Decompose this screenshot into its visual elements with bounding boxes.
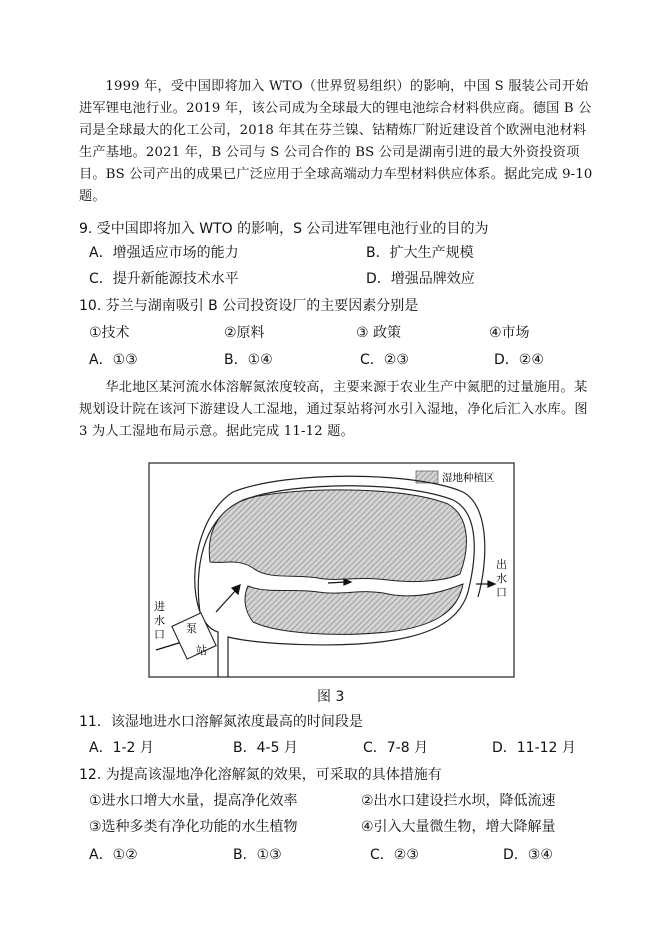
q10-item-4: ④市场 — [489, 325, 530, 341]
q12-item-1: ①进水口增大水量，提高净化效率 — [89, 793, 298, 809]
outlet-label-3: 口 — [496, 586, 507, 599]
passage-2-text: 华北地区某河流水体溶解氮浓度较高，主要来源于农业生产中氮肥的过量施用。某规划设计院在该河下游建设人工湿地，通过泵站将河水引入湿地，净化后汇入水库。图 3 为人工湿地布局示意。据此完成 11-12 题。 — [79, 380, 588, 439]
legend-label: 湿地种植区 — [442, 472, 495, 484]
pump-label-1: 泵 — [186, 622, 197, 635]
q10-option-d: D．②④ — [494, 352, 544, 368]
q10-item-2: ②原料 — [224, 325, 265, 341]
q12-option-b: B．①③ — [233, 847, 282, 863]
passage-1-text: 1999 年，受中国即将加入 WTO（世界贸易组织）的影响，中国 S 服装公司开始进军锂电池行业。2019 年，该公司成为全球最大的锂电池综合材料供应商。德国 B 公司是全球最大的化工公司，2018 年其在芬兰镍、钴精炼厂附近建设首个欧洲电池材料生产基地。2021 年，B 公司与 S 公司合作的 BS 公司是湖南引进的最大外资投资项目。BS 公司产出的成果已广泛应用于全球高端动力车型材料供应体系。据此完成 9-10 题。 — [79, 79, 593, 204]
question-12-stem: 12. 为提高该湿地净化溶解氮的效果，可采取的具体措施有 — [79, 767, 442, 783]
q10-item-1: ①技术 — [89, 325, 130, 341]
q10-option-b: B．①④ — [224, 352, 273, 368]
question-10-stem: 10. 芬兰与湖南吸引 B 公司投资设厂的主要因素分别是 — [79, 298, 419, 314]
q11-option-b: B．4-5 月 — [233, 740, 298, 756]
q10-item-3: ③ 政策 — [356, 325, 402, 341]
q12-item-2: ②出水口建设拦水坝，降低流速 — [361, 793, 556, 809]
q12-option-c: C．②③ — [370, 847, 419, 863]
q10-option-c: C．②③ — [360, 352, 409, 368]
pump-label-2: 站 — [196, 644, 207, 657]
inlet-label-3: 口 — [154, 628, 165, 641]
q9-option-c: C．提升新能源技术水平 — [89, 271, 239, 287]
inlet-label-1: 进 — [154, 600, 165, 613]
passage-1 — [79, 76, 595, 208]
q10-option-a: A．①③ — [89, 352, 138, 368]
figure-caption: 图 3 — [317, 689, 345, 705]
passage-2 — [79, 377, 595, 443]
q11-option-c: C．7-8 月 — [363, 740, 429, 756]
q12-option-d: D．③④ — [503, 847, 553, 863]
wetland-layout-figure — [148, 462, 515, 678]
q9-option-d: D．增强品牌效应 — [366, 271, 475, 287]
question-11-stem: 11．该湿地进水口溶解氮浓度最高的时间段是 — [79, 714, 363, 730]
inlet-label-2: 水 — [154, 614, 165, 627]
question-9-stem: 9. 受中国即将加入 WTO 的影响，S 公司进军锂电池行业的目的为 — [79, 221, 489, 237]
outlet-label-2: 水 — [496, 572, 507, 585]
q11-option-d: D．11-12 月 — [492, 740, 576, 756]
q12-item-3: ③选种多类有净化功能的水生植物 — [89, 819, 298, 835]
q11-option-a: A．1-2 月 — [89, 740, 154, 756]
q12-option-a: A．①② — [89, 847, 138, 863]
q12-item-4: ④引入大量微生物，增大降解量 — [361, 819, 556, 835]
q9-option-b: B．扩大生产规模 — [366, 245, 474, 261]
q9-option-a: A．增强适应市场的能力 — [89, 245, 239, 261]
outlet-label-1: 出 — [496, 558, 507, 571]
